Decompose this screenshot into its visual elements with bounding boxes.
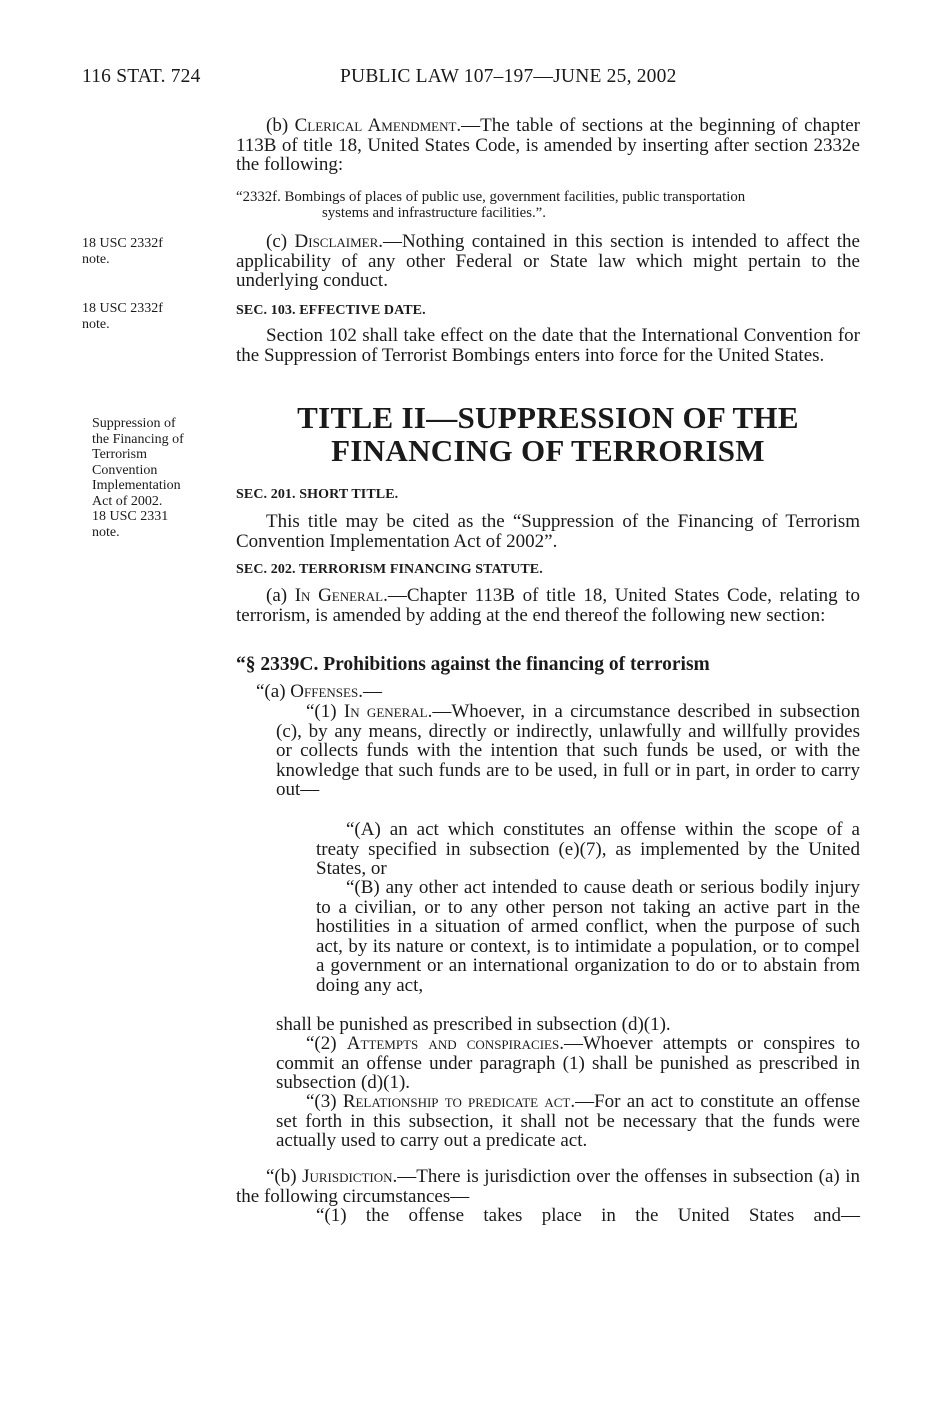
- sec-103-heading: SEC. 103. EFFECTIVE DATE.: [236, 303, 426, 318]
- margin-note-line: Terrorism: [92, 447, 148, 462]
- disclaimer-paragraph: (c) Disclaimer.—Nothing contained in this section is intended to affect the applicability of any other Federal or State law which might pertain to the underlying conduct.: [236, 231, 860, 292]
- table-of-sections-entry: “2332f. Bombings of places of public use, government facilities, public transportation systems and infrastructure facilities.”.: [236, 189, 746, 221]
- paragraph-a2-attempts: “(2) Attempts and conspiracies.—Whoever attempts or conspires to commit an offense under paragraph (1) shall be punished as prescribed in subsection (d)(1).: [276, 1033, 861, 1094]
- page-reference: 116 STAT. 724: [82, 66, 201, 87]
- margin-note-usc-2332f-2: 18 USC 2332f note.: [82, 301, 163, 332]
- paragraph-a3-predicate-act: “(3) Relationship to predicate act.—For an act to constitute an offense set forth in this subsection, it shall not be necessary that the funds were actually used to carry out a predicate act.: [276, 1091, 860, 1152]
- margin-note-line: Suppression of: [92, 416, 176, 431]
- margin-note-line: Act of 2002.: [92, 493, 163, 509]
- margin-note-line: Implementation: [92, 478, 181, 493]
- sec-103-text: Section 102 shall take effect on the date that the International Convention for the Suppression of Terrorist Bombings enters into force for the United States.: [236, 325, 860, 366]
- running-title: PUBLIC LAW 107–197—JUNE 25, 2002: [340, 66, 677, 87]
- sec-201-text: This title may be cited as the “Suppression of the Financing of Terrorism Convention Implementation Act of 2002”.: [236, 511, 860, 552]
- sec-201-heading: SEC. 201. SHORT TITLE.: [236, 487, 399, 502]
- title-ii-heading: TITLE II—SUPPRESSION OF THE FINANCING OF TERRORISM: [297, 400, 799, 468]
- punishment-clause: shall be punished as prescribed in subsection (d)(1).: [276, 1014, 671, 1035]
- sec-202-heading: SEC. 202. TERRORISM FINANCING STATUTE.: [236, 562, 543, 577]
- margin-note-usc-2332f-1: 18 USC 2332f note.: [82, 236, 163, 267]
- margin-note-line: 18 USC 2331: [92, 509, 169, 524]
- subsection-a-offenses: “(a) Offenses.—: [256, 681, 382, 702]
- section-2339c-heading: “§ 2339C. Prohibitions against the financing of terrorism: [236, 654, 710, 675]
- margin-note-short-title: [92, 416, 184, 540]
- paragraph-a1-in-general: “(1) In general.—Whoever, in a circumstance described in subsection (c), by any means, directly or indirectly, unlawfully and willfully provides or collects funds with the intention that such funds be used, or with the knowledge that such funds are to be used, in full or in part, in order to carry out—: [276, 701, 861, 801]
- subparagraph-a: “(A) an act which constitutes an offense within the scope of a treaty specified in subsection (e)(7), as implemented by the United States, or: [316, 819, 860, 880]
- subsection-b-jurisdiction: “(b) Jurisdiction.—There is jurisdiction over the offenses in subsection (a) in the following circumstances—: [236, 1166, 860, 1207]
- sec-202-a-paragraph: (a) In General.—Chapter 113B of title 18, United States Code, relating to terrorism, is amended by adding at the end thereof the following new section:: [236, 585, 860, 626]
- margin-note-line: note.: [92, 524, 120, 540]
- clerical-amendment-paragraph: (b) Clerical Amendment.—The table of sections at the beginning of chapter 113B of title 18, United States Code, is amended by inserting after section 2332e the following:: [236, 115, 860, 176]
- margin-note-line: the Financing of: [92, 431, 184, 447]
- subparagraph-b: “(B) any other act intended to cause death or serious bodily injury to a civilian, or to any other person not taking an active part in the hostilities in a situation of armed conflict, when the purpose of such act, by its nature or context, is to intimidate a population, or to compel a government or an international organization to do or to abstain from doing any act,: [316, 877, 860, 996]
- paragraph-b1: “(1) the offense takes place in the United States and—: [316, 1205, 860, 1226]
- margin-note-line: Convention: [92, 462, 158, 478]
